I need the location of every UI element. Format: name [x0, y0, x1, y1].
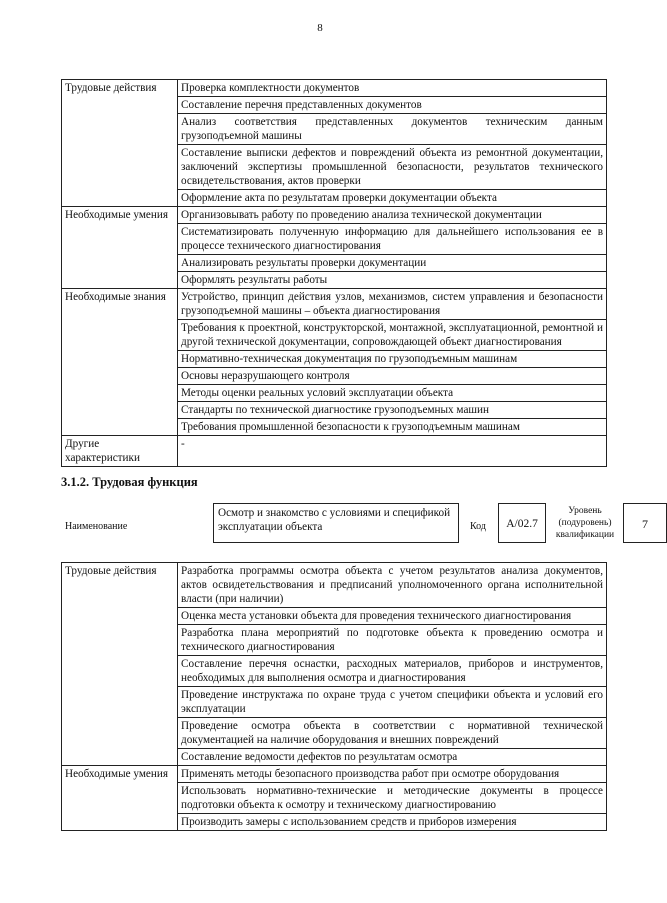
table-cell: Разработка плана мероприятий по подготовке объекта к проведению осмотра и технического диагностирования	[178, 625, 607, 656]
table-cell: Использовать нормативно-технические и методические документы в процессе подготовки объекта к осмотру и техническому диагностированию	[178, 783, 607, 814]
table-cell: Разработка программы осмотра объекта с учетом результатов анализа документов, актов освидетельствования и предписаний уполномоченного органа исполнительной власти (при наличии)	[178, 563, 607, 608]
table-cell: Методы оценки реальных условий эксплуатации объекта	[178, 385, 607, 402]
group-label: Трудовые действия	[62, 563, 178, 766]
table-cell: Анализ соответствия представленных документов техническим данным грузоподъемной машины	[178, 114, 607, 145]
table-cell: Составление перечня оснастки, расходных материалов, приборов и инструментов, необходимых для выполнения осмотра и диагностирования	[178, 656, 607, 687]
table-row	[62, 563, 607, 608]
table-cell: Нормативно-техническая документация по грузоподъемным машинам	[178, 351, 607, 368]
table-cell: Требования промышленной безопасности к грузоподъемным машинам	[178, 419, 607, 436]
group-label: Трудовые действия	[62, 80, 178, 207]
table-row	[62, 207, 607, 224]
table-cell: Оценка места установки объекта для проведения технического диагностирования	[178, 608, 607, 625]
table-cell: Проверка комплектности документов	[178, 80, 607, 97]
table-cell: Основы неразрушающего контроля	[178, 368, 607, 385]
table-cell: Производить замеры с использованием средств и приборов измерения	[178, 814, 607, 831]
table-cell: Применять методы безопасного производства работ при осмотре оборудования	[178, 766, 607, 783]
group-label: Необходимые умения	[62, 766, 178, 831]
competency-table-1	[61, 79, 607, 467]
section-title: 3.1.2. Трудовая функция	[61, 475, 198, 489]
table-cell: Составление выписки дефектов и повреждений объекта из ремонтной документации, заключений экспертизы промышленной безопасности, результатов технического освидетельствования, актов проверки	[178, 145, 607, 190]
table-row	[62, 766, 607, 783]
table-cell: -	[178, 436, 607, 467]
code-value: А/02.7	[498, 503, 546, 543]
group-label: Необходимые знания	[62, 289, 178, 436]
competency-table-2	[61, 562, 607, 831]
table-cell: Стандарты по технической диагностике грузоподъемных машин	[178, 402, 607, 419]
table-row	[62, 436, 607, 467]
table-cell: Оформлять результаты работы	[178, 272, 607, 289]
table-cell: Проведение осмотра объекта в соответствии с нормативной технической документацией на наличие оборудования и внешних повреждений	[178, 718, 607, 749]
table-cell: Оформление акта по результатам проверки документации объекта	[178, 190, 607, 207]
level-value: 7	[623, 503, 667, 543]
code-label: Код	[470, 521, 486, 532]
table-row	[62, 289, 607, 320]
name-value: Осмотр и знакомство с условиями и спецификой эксплуатации объекта	[213, 503, 459, 543]
group-label: Необходимые умения	[62, 207, 178, 289]
page-number: 8	[317, 22, 323, 34]
table-cell: Организовывать работу по проведению анализа технической документации	[178, 207, 607, 224]
table-cell: Проведение инструктажа по охране труда с учетом специфики объекта и условий его эксплуатации	[178, 687, 607, 718]
group-label: Другие характеристики	[62, 436, 178, 467]
table-cell: Устройство, принцип действия узлов, механизмов, систем управления и безопасности грузоподъемной машины – объекта диагностирования	[178, 289, 607, 320]
function-header	[61, 503, 648, 547]
level-label: Уровень (подуровень) квалификации	[555, 506, 615, 540]
table-cell: Анализировать результаты проверки документации	[178, 255, 607, 272]
table-row	[62, 80, 607, 97]
table-cell: Систематизировать полученную информацию для дальнейшего использования ее в процессе технического диагностирования	[178, 224, 607, 255]
table-cell: Составление перечня представленных документов	[178, 97, 607, 114]
table-cell: Составление ведомости дефектов по результатам осмотра	[178, 749, 607, 766]
name-label: Наименование	[65, 521, 128, 532]
table-cell: Требования к проектной, конструкторской, монтажной, эксплуатационной, ремонтной и другой технической документации, сопровождающей объект диагностирования	[178, 320, 607, 351]
